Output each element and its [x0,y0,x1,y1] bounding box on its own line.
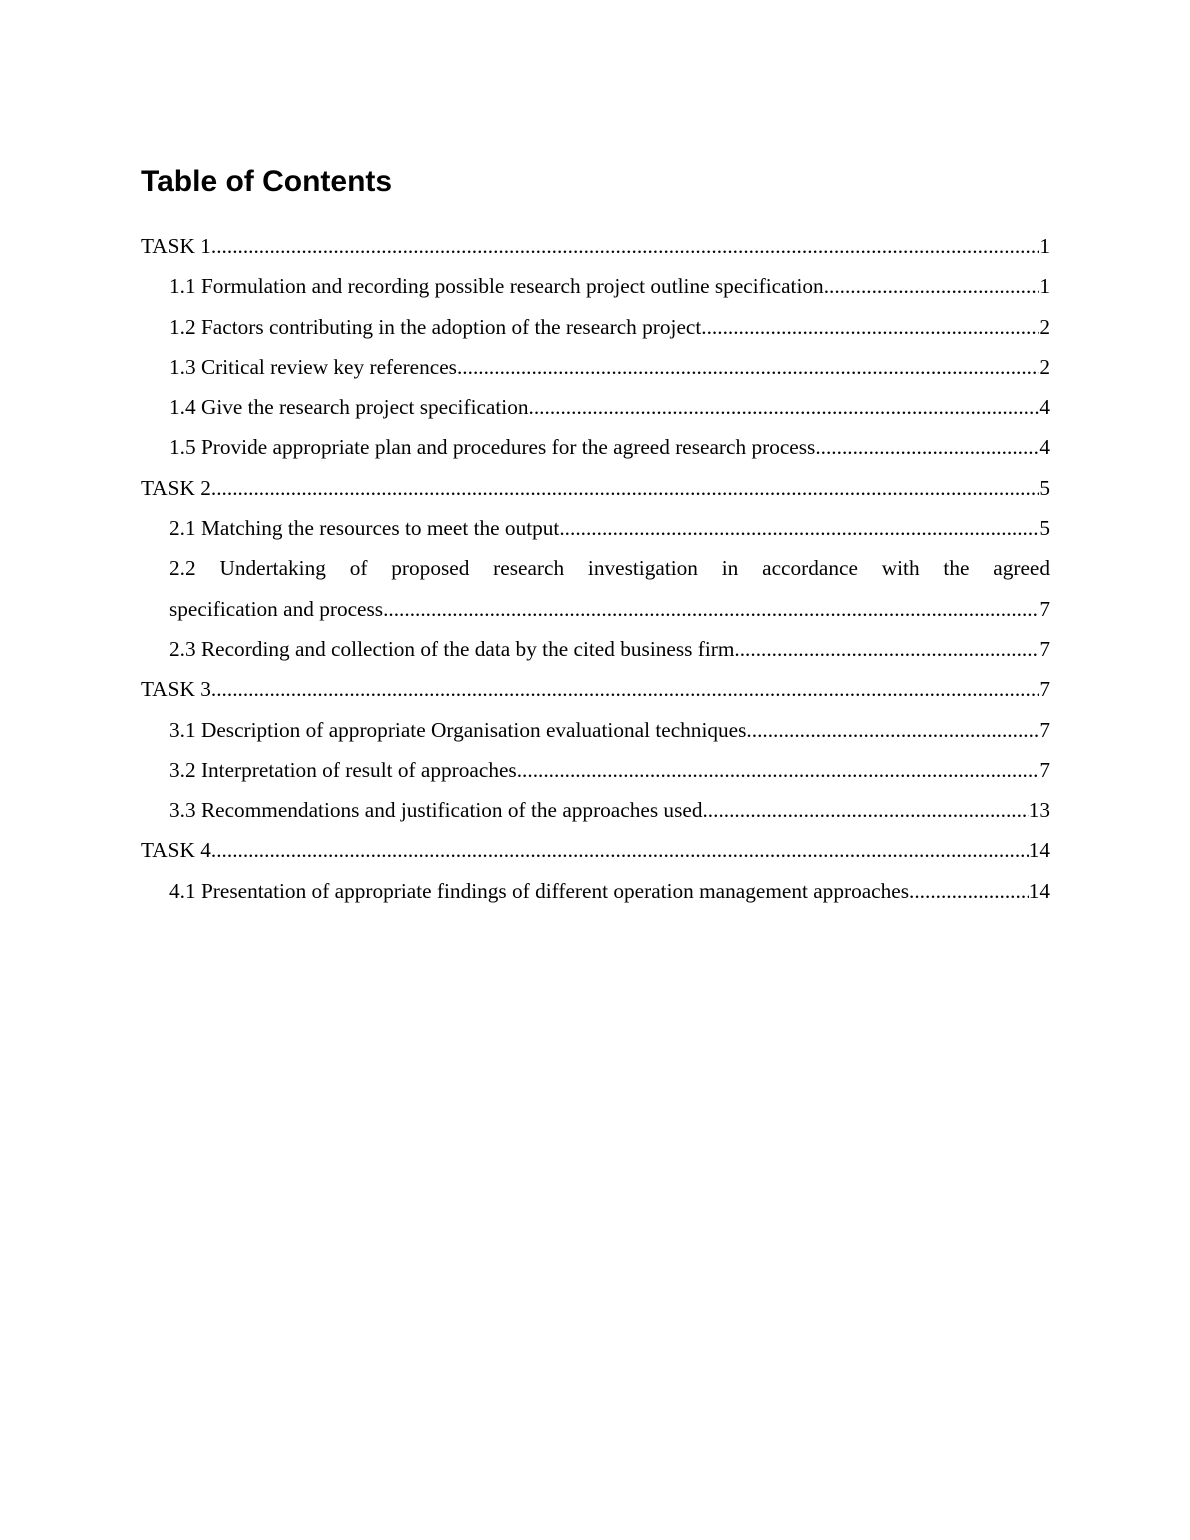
toc-entry-label: 4.1 Presentation of appropriate findings of different operation management approaches [169,878,910,903]
dot-leader [815,427,1039,467]
toc-entry-1-4[interactable] [141,387,1050,427]
dot-leader [517,750,1040,790]
dot-leader [211,669,1039,709]
toc-entry-label: TASK 4 [141,838,211,863]
toc-page-number: 7 [1039,717,1050,742]
toc-entry-4-1[interactable] [141,871,1050,911]
toc-entry-label: TASK 2 [141,475,211,500]
toc-page-number: 1 [1039,274,1050,299]
dot-leader [211,226,1039,266]
dot-leader [457,347,1039,387]
toc-entry-2-2[interactable] [141,548,1050,629]
toc-entry-task-3[interactable] [141,669,1050,709]
toc-page-number: 14 [1028,838,1050,863]
document-page [141,160,1050,911]
toc-entry-1-5[interactable] [141,427,1050,467]
toc-entry-3-2[interactable] [141,750,1050,790]
toc-entry-label: 1.3 Critical review key references [169,354,457,379]
toc-entry-label-line2: specification and process [169,596,384,621]
toc-entry-label: 1.5 Provide appropriate plan and procedures for the agreed research process [169,435,816,460]
toc-entry-label: 3.3 Recommendations and justification of the approaches used [169,798,703,823]
toc-entry-1-1[interactable] [141,266,1050,306]
toc-entry-label: 3.1 Description of appropriate Organisation evaluational techniques [169,717,747,742]
toc-entry-label: 2.3 Recording and collection of the data by the cited business firm [169,636,735,661]
toc-title: Table of Contents [141,165,393,198]
toc-page-number: 7 [1039,677,1050,702]
toc-entry-1-2[interactable] [141,307,1050,347]
dot-leader [383,589,1039,629]
toc-page-number: 7 [1039,596,1050,621]
toc-page-number: 4 [1039,435,1050,460]
toc-entry-label: 2.1 Matching the resources to meet the output [169,516,560,541]
toc-page-number: 1 [1039,234,1050,258]
toc-entry-task-1[interactable] [141,226,1050,266]
toc-list [141,226,1050,911]
toc-entry-3-3[interactable] [141,790,1050,830]
dot-leader [529,387,1040,427]
toc-entry-label: 3.2 Interpretation of result of approaches [169,757,517,782]
toc-entry-label: 2.2 Undertaking of proposed research investigation in accordance with the agreed [169,556,1050,581]
toc-entry-2-3[interactable] [141,629,1050,669]
toc-entry-label: TASK 1 [141,234,211,258]
dot-leader [746,710,1039,750]
toc-page-number: 7 [1039,757,1050,782]
dot-leader [734,629,1039,669]
toc-page-number: 2 [1039,354,1050,379]
dot-leader [559,508,1039,548]
toc-entry-label-continued [169,589,1050,629]
dot-leader [909,871,1029,911]
toc-entry-label: 1.1 Formulation and recording possible research project outline specification [169,274,824,299]
toc-entry-1-3[interactable] [141,347,1050,387]
toc-entry-label: 1.2 Factors contributing in the adoption of the research project [169,314,702,339]
toc-entry-label: TASK 3 [141,677,211,702]
toc-entry-task-4[interactable] [141,830,1050,870]
toc-page-number: 13 [1028,798,1050,823]
dot-leader [211,468,1039,508]
toc-page-number: 5 [1039,516,1050,541]
toc-page-number: 14 [1028,878,1050,903]
dot-leader [702,790,1028,830]
dot-leader [211,830,1029,870]
dot-leader [701,307,1039,347]
toc-entry-3-1[interactable] [141,710,1050,750]
toc-entry-task-2[interactable] [141,468,1050,508]
toc-page-number: 7 [1039,636,1050,661]
toc-entry-2-1[interactable] [141,508,1050,548]
toc-entry-label: 1.4 Give the research project specification [169,395,529,420]
dot-leader [824,266,1040,306]
toc-page-number: 4 [1039,395,1050,420]
toc-page-number: 2 [1039,314,1050,339]
toc-page-number: 5 [1039,475,1050,500]
